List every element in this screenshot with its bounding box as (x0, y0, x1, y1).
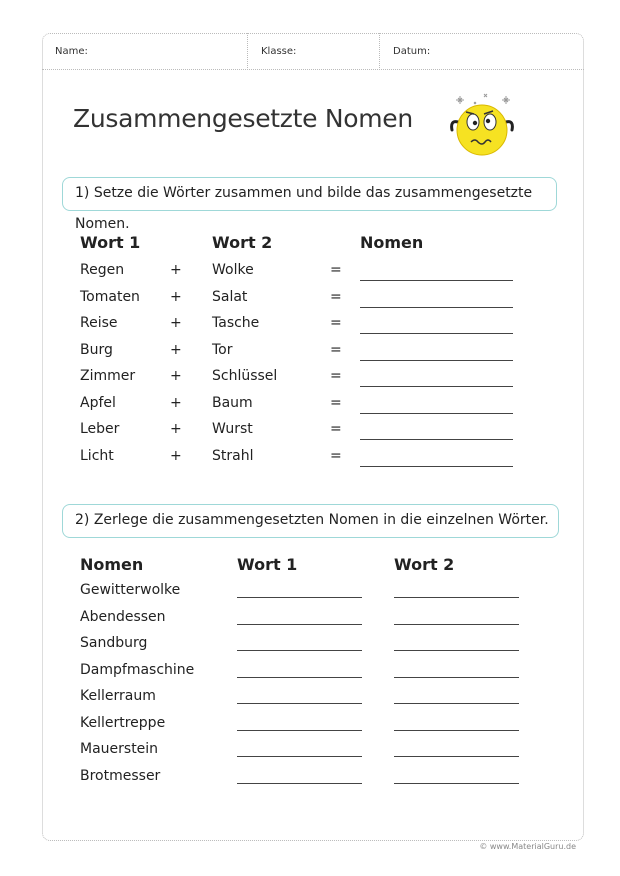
task2-noun: Kellerraum (80, 688, 156, 704)
task1-word2: Schlüssel (212, 368, 278, 384)
task1-word1: Leber (80, 421, 120, 437)
task2-noun: Dampfmaschine (80, 661, 195, 678)
task1-header-word2: Wort 2 (212, 233, 273, 252)
task2-noun: Mauerstein (80, 741, 159, 757)
answer-line-word1[interactable] (237, 730, 362, 731)
header-divider (247, 33, 248, 70)
plus-sign: + (170, 315, 182, 331)
task1-word2: Strahl (212, 447, 254, 464)
equals-sign: = (330, 288, 342, 305)
task2-header-noun: Nomen (80, 555, 144, 574)
plus-sign: + (170, 368, 182, 384)
task1-header-noun: Nomen (360, 233, 424, 252)
plus-sign: + (170, 447, 182, 464)
task1-word1: Zimmer (80, 368, 136, 384)
task1-word2: Tor (212, 341, 233, 358)
answer-line-word1[interactable] (237, 597, 362, 598)
equals-sign: = (330, 447, 342, 464)
answer-line[interactable] (360, 386, 513, 387)
task1-word2: Tasche (212, 315, 260, 331)
header-divider (379, 33, 380, 70)
task2-noun: Kellertreppe (80, 714, 166, 731)
answer-line-word1[interactable] (237, 624, 362, 625)
plus-sign: + (170, 394, 182, 411)
answer-line-word2[interactable] (394, 756, 519, 757)
answer-line[interactable] (360, 333, 513, 334)
task1-word1: Regen (80, 262, 125, 278)
answer-line[interactable] (360, 307, 513, 308)
equals-sign: = (330, 421, 342, 437)
equals-sign: = (330, 394, 342, 411)
date-label: Datum: (393, 46, 431, 57)
answer-line-word1[interactable] (237, 783, 362, 784)
answer-line-word1[interactable] (237, 703, 362, 704)
answer-line-word2[interactable] (394, 597, 519, 598)
plus-sign: + (170, 262, 182, 278)
task2-noun: Brotmesser (80, 767, 161, 784)
answer-line[interactable] (360, 466, 513, 467)
task1-word2: Baum (212, 394, 253, 411)
class-label: Klasse: (261, 46, 297, 57)
answer-line-word2[interactable] (394, 783, 519, 784)
page-title: Zusammengesetzte Nomen (73, 104, 413, 133)
task1-word1: Burg (80, 341, 113, 358)
footer-copyright: © www.MaterialGuru.de (479, 842, 576, 851)
task1-word2: Salat (212, 288, 248, 305)
equals-sign: = (330, 341, 342, 358)
answer-line-word1[interactable] (237, 677, 362, 678)
answer-line-word1[interactable] (237, 756, 362, 757)
plus-sign: + (170, 421, 182, 437)
answer-line-word2[interactable] (394, 730, 519, 731)
task2-instruction: 2) Zerlege die zusammengesetzten Nomen in die einzelnen Wörter. (62, 504, 559, 538)
task1-header-word1: Wort 1 (80, 233, 141, 252)
answer-line[interactable] (360, 413, 513, 414)
confused-smiley-icon (444, 92, 520, 158)
task2-noun: Gewitterwolke (80, 582, 181, 598)
equals-sign: = (330, 368, 342, 384)
task1-word1: Apfel (80, 394, 116, 411)
task1-instruction: 1) Setze die Wörter zusammen und bilde das zusammengesetzte Nomen. (62, 177, 557, 211)
task1-word1: Reise (80, 315, 118, 331)
answer-line-word2[interactable] (394, 677, 519, 678)
task1-word1: Licht (80, 447, 114, 464)
answer-line-word2[interactable] (394, 624, 519, 625)
answer-line-word2[interactable] (394, 650, 519, 651)
task1-word2: Wolke (212, 262, 254, 278)
task2-noun: Abendessen (80, 608, 166, 625)
name-label: Name: (55, 46, 88, 57)
task1-word2: Wurst (212, 421, 253, 437)
task2-header-word1: Wort 1 (237, 555, 298, 574)
answer-line-word2[interactable] (394, 703, 519, 704)
header-bar (42, 33, 584, 70)
answer-line-word1[interactable] (237, 650, 362, 651)
equals-sign: = (330, 262, 342, 278)
answer-line[interactable] (360, 280, 513, 281)
plus-sign: + (170, 341, 182, 358)
task1-word1: Tomaten (80, 288, 140, 305)
task2-noun: Sandburg (80, 635, 148, 651)
task2-header-word2: Wort 2 (394, 555, 455, 574)
plus-sign: + (170, 288, 182, 305)
answer-line[interactable] (360, 360, 513, 361)
answer-line[interactable] (360, 439, 513, 440)
equals-sign: = (330, 315, 342, 331)
